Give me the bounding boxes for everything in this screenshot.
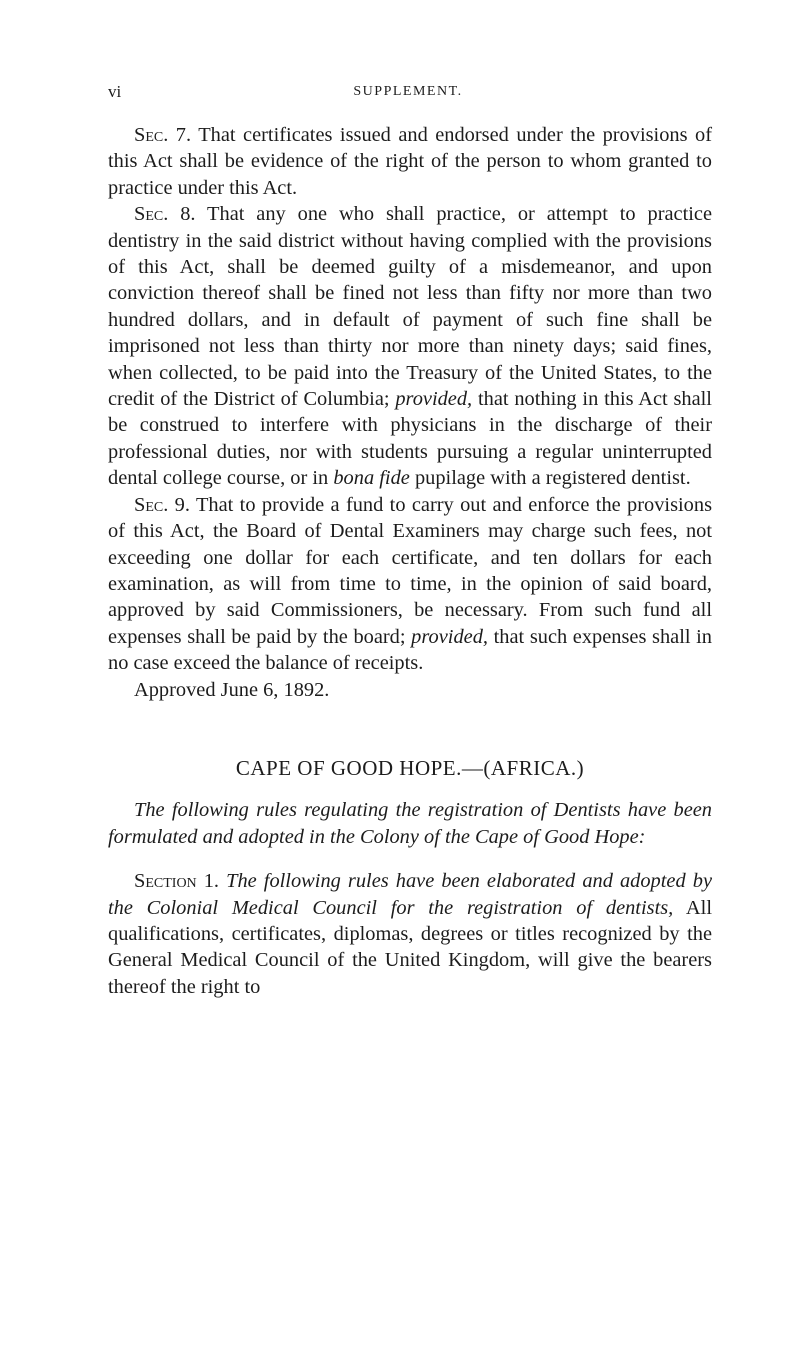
- section-7-paragraph: [108, 122, 712, 201]
- cape-section-1-italic: The following rules have been elaborated and adopted by the Colonial Medical Council for the registration of dentists,: [108, 870, 712, 919]
- section-8-text-b: that nothing in this Act shall be construed to interfere with physicians in the discharge of their professional duties, nor with students pursuing a regular uninterrupted dental college course, or in: [108, 388, 712, 490]
- cape-section-1-paragraph: [108, 868, 712, 1000]
- cape-intro: The following rules regulating the registration of Dentists have been formulated and adopted in the Colony of the Cape of Good Hope:: [108, 799, 712, 848]
- section-8-paragraph: [108, 201, 712, 491]
- section-8-bona-fide: bona fide: [333, 467, 410, 490]
- section-9-paragraph: [108, 492, 712, 677]
- section-8-text-c: pupilage with a registered dentist.: [414, 467, 691, 490]
- section-9-text-b: that such expenses shall in no case exceed the balance of receipts.: [108, 625, 713, 675]
- cape-section-1-text: All qualifications, certificates, diplomas, degrees or titles recognized by the General Medical Council of the United Kingdom, will give the bearers thereof the right to: [108, 896, 712, 998]
- section-7-text: That certificates issued and endorsed under the provisions of this Act shall be evidence of the right of the person to whom granted to practice under this Act.: [108, 124, 712, 199]
- section-9-label: Sec. 9.: [134, 493, 190, 516]
- approved-date: Approved June 6, 1892.: [134, 678, 330, 701]
- running-title: SUPPLEMENT.: [353, 84, 463, 99]
- section-9-provided: provided,: [411, 625, 488, 648]
- section-8-text-a: That any one who shall practice, or attempt to practice dentistry in the said district without having complied with the provisions of this Act, shall be deemed guilty of a misdemeanor, and upon conviction thereof shall be fined not less than fifty nor more than two hundred dollars, and in default of payment of such fine shall be imprisoned not less than thirty nor more than ninety days; said fines, when collected, to be paid into the Treasury of the United States, to the credit of the District of Columbia;: [108, 203, 713, 411]
- cape-heading: CAPE OF GOOD HOPE.—(AFRICA.): [235, 755, 585, 780]
- page-number: vi: [108, 82, 122, 101]
- running-head: [108, 82, 708, 104]
- section-8-label: Sec. 8.: [134, 203, 196, 226]
- section-9-text-a: That to provide a fund to carry out and enforce the provisions of this Act, the Board of Dental Examiners may charge such fees, not exceeding one dollar for each certificate, and ten dollars for each examination, as will from time to time, in the opinion of said board, approved by said Commissioners, be necessary. From such fund all expenses shall be paid by the board;: [108, 493, 713, 648]
- section-8-provided: provided,: [395, 388, 473, 411]
- cape-section-1-label: Section 1.: [134, 870, 220, 893]
- section-7-label: Sec. 7.: [134, 124, 192, 146]
- body-text: [108, 122, 712, 1000]
